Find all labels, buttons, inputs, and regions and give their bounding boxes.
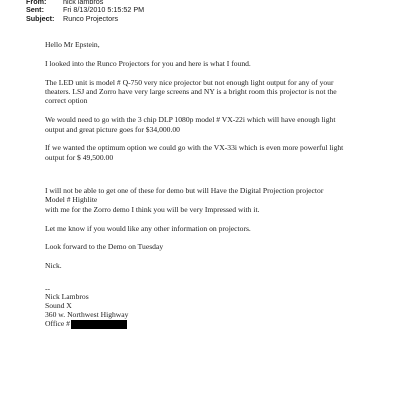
paragraph-5-line-1: I will not be able to get one of these for demo but will Have the Digital Projection projector xyxy=(45,186,324,196)
paragraph-6: Let me know if you would like any other information on projectors. xyxy=(45,223,251,233)
paragraph-2-line-3: correct option xyxy=(45,96,88,106)
from-value: nick lambros xyxy=(63,0,104,6)
paragraph-7: Look forward to the Demo on Tuesday xyxy=(45,242,164,252)
from-label: From: xyxy=(26,0,47,6)
subject-row xyxy=(26,15,144,23)
redaction-box xyxy=(71,320,127,329)
sign-off: Nick. xyxy=(45,261,62,271)
sent-label: Sent: xyxy=(26,5,44,15)
paragraph-4-line-1: If we wanted the optimum option we could go with the VX-33i which is even more powerful light xyxy=(45,143,344,153)
signature-address: 360 w. Northwest Highway xyxy=(45,309,129,319)
paragraph-2-line-2: theaters. LSJ and Zorro have very large screens and NY is a bright room this projector is not the xyxy=(45,86,337,96)
paragraph-2-line-1: The LED unit is model # Q-750 very nice projector but not enough light output for any of your xyxy=(45,77,334,87)
email-body xyxy=(45,40,385,329)
signature-office xyxy=(45,320,385,329)
paragraph-5-line-2: Model # Highlite xyxy=(45,195,98,205)
paragraph-5-line-3: with me for the Zorro demo I think you will be very Impressed with it. xyxy=(45,204,260,214)
signature-name: Nick Lambros xyxy=(45,292,89,302)
subject-value: Runco Projectors xyxy=(63,13,119,23)
signature-company: Sound X xyxy=(45,301,72,311)
paragraph-1: I looked into the Runco Projectors for you and here is what I found. xyxy=(45,58,251,68)
office-label: Office # xyxy=(45,318,70,328)
greeting: Hello Mr Epstein, xyxy=(45,40,100,49)
signature-block xyxy=(45,285,385,329)
paragraph-3-line-1: We would need to go with the 3 chip DLP 1080p model # VX-22i which will have enough light xyxy=(45,115,336,125)
paragraph-4-line-2: output for $ 49,500.00 xyxy=(45,152,114,162)
email-header xyxy=(26,0,144,23)
paragraph-3-line-2: output and great picture goes for $34,000.00 xyxy=(45,124,180,134)
sent-value: Fri 8/13/2010 5:15:52 PM xyxy=(63,5,145,15)
signature-dashes: -- xyxy=(45,283,51,293)
subject-label: Subject: xyxy=(26,13,55,23)
